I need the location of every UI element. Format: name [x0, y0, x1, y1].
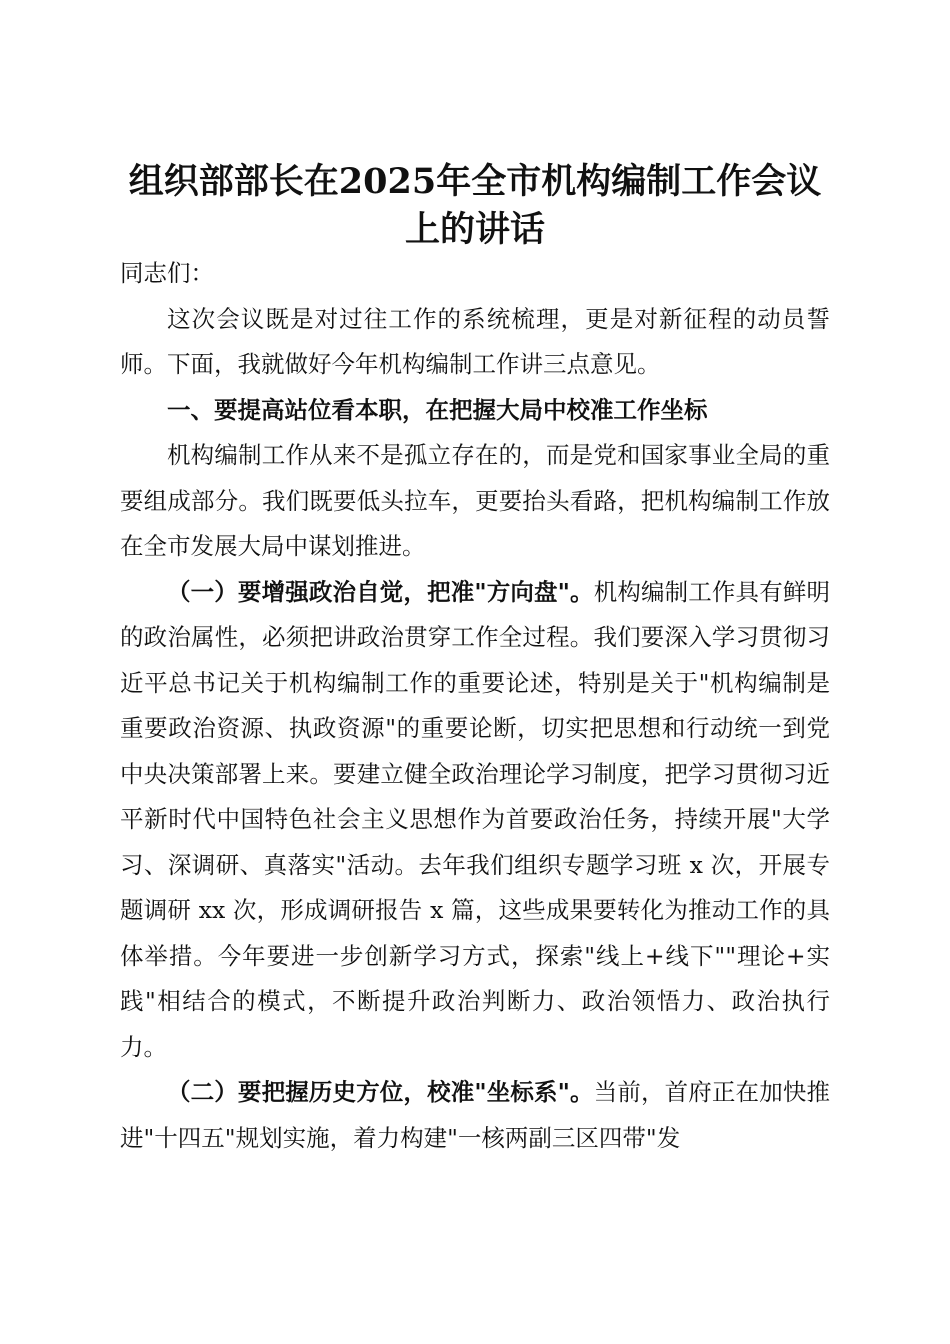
item-1-paragraph: [120, 570, 830, 1071]
item-2-body: 当前，首府正在加快推进"十四五"规划实施，着力构建"一核两副三区四带"发: [120, 1078, 830, 1152]
section-1-intro-paragraph: 机构编制工作从来不是孤立存在的，而是党和国家事业全局的重要组成部分。我们既要低头拉车，更要抬头看路，把机构编制工作放在全市发展大局中谋划推进。: [120, 441, 830, 560]
item-1-lead: （一）要增强政治自觉，把准"方向盘"。: [167, 577, 594, 606]
item-2-lead: （二）要把握历史方位，校准"坐标系"。: [167, 1078, 594, 1106]
section-1-heading: 一、要提高站位看本职，在把握大局中校准工作坐标: [167, 395, 708, 424]
salutation: 同志们：: [120, 259, 214, 287]
document-title: [118, 158, 832, 254]
item-1-body: 机构编制工作具有鲜明的政治属性，必须把讲政治贯穿工作全过程。我们要深入学习贯彻习近平总书记关于机构编制工作的重要论述，特别是关于"机构编制是重要政治资源、执政资源"的重要论断，切实把思想和行动统一到党中央决策部署上来。要建立健全政治理论学习制度，把学习贯彻习近平新时代中国特色社会主义思想作为首要政治任务，持续开展"大学习、深调研、真落实"活动。去年我们组织专题学习班 x 次，开展专题调研 xx 次，形成调研报告 x 篇，这些成果要转化为推动工作的具体举措。今年要进一步创新学习方式，探索"线上+线下""理论+实践"相结合的模式，不断提升政治判断力、政治领悟力、政治执行力。: [120, 577, 830, 1061]
title-line-2: 上的讲话: [404, 209, 545, 251]
document-body: [120, 251, 830, 1161]
intro-paragraph: 这次会议既是对过往工作的系统梳理，更是对新征程的动员誓师。下面，我就做好今年机构编制工作讲三点意见。: [120, 304, 830, 378]
title-line-1: 组织部部长在2025年全市机构编制工作会议: [128, 161, 822, 203]
item-2-paragraph: [120, 1070, 830, 1161]
